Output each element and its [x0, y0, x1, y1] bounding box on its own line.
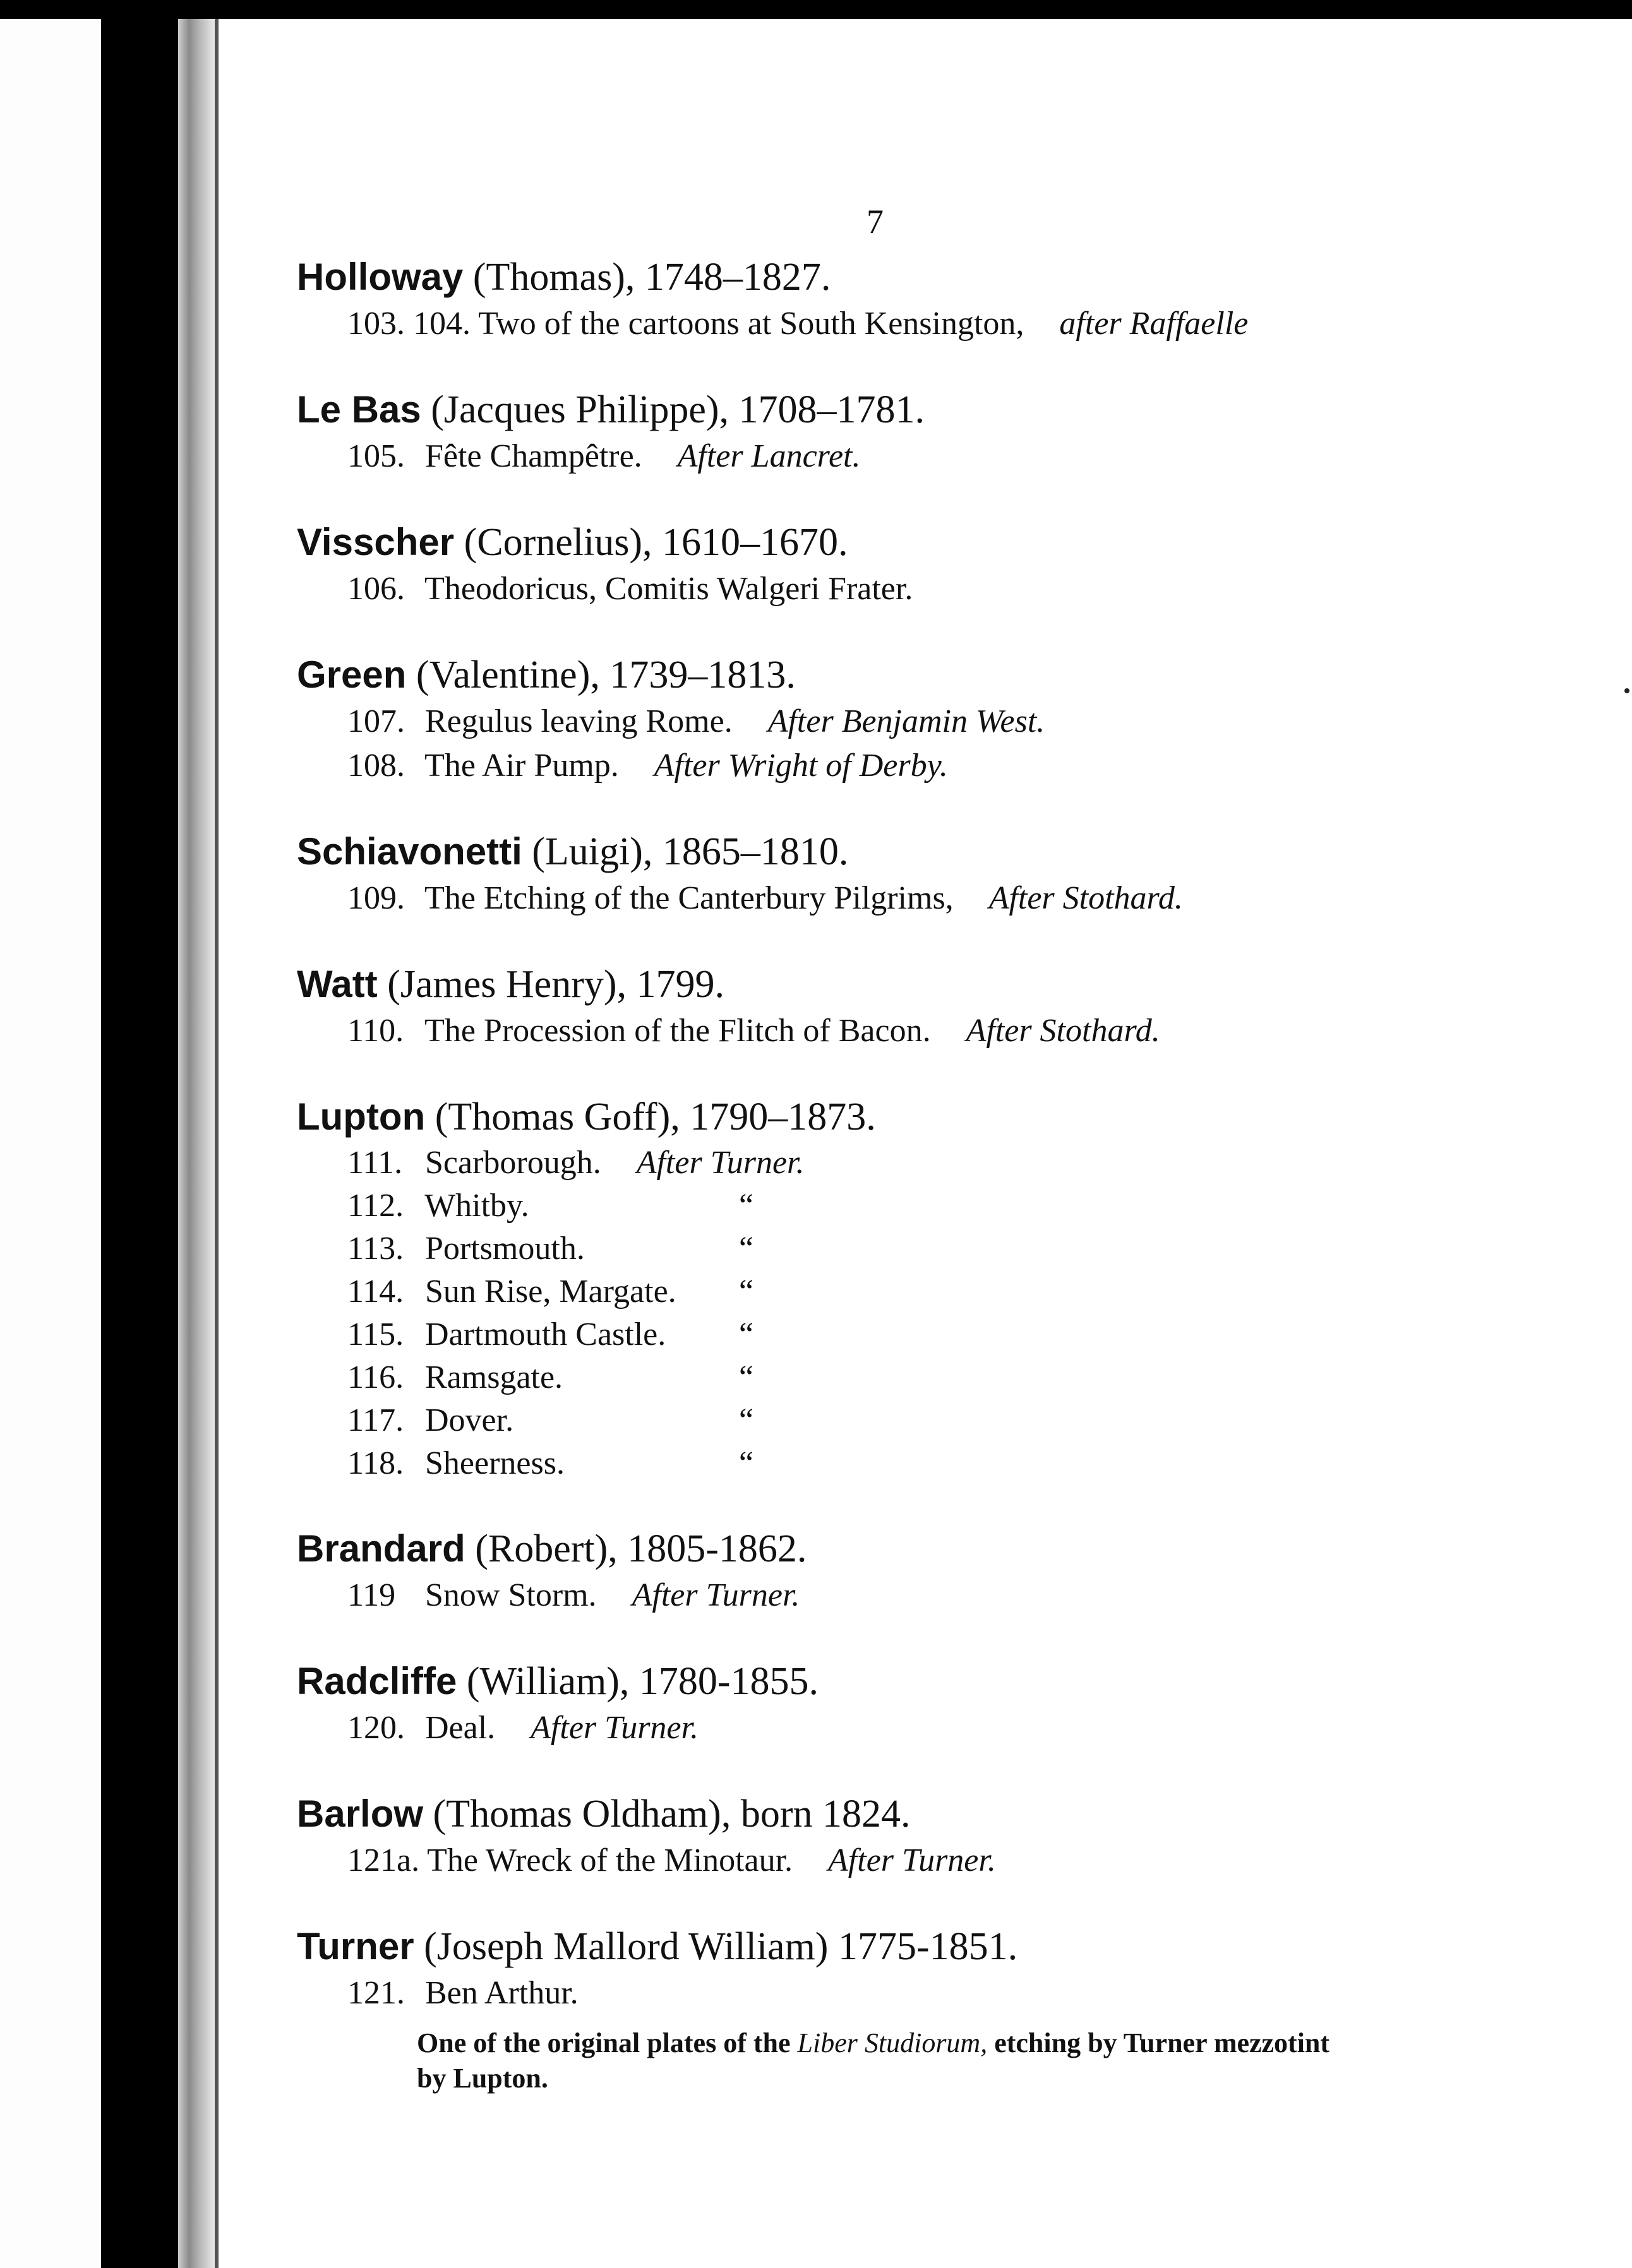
- work-title: Whitby.: [424, 1188, 529, 1224]
- artist-heading: [297, 1524, 1497, 1573]
- work-number: 110.: [347, 1013, 404, 1049]
- note-text: One of the original plates of the: [417, 2027, 791, 2058]
- artist-name: Le Bas: [297, 388, 421, 431]
- margin-speck: [1624, 688, 1629, 693]
- work-item: [297, 1839, 1497, 1883]
- work-number: 107.: [347, 703, 405, 739]
- work-number: 118.: [347, 1445, 404, 1481]
- work-item: [297, 1706, 1497, 1750]
- work-title: Portsmouth.: [425, 1231, 585, 1267]
- work-item: [297, 700, 1497, 744]
- catalogue-entries: [297, 253, 1497, 2096]
- artist-name: Visscher: [297, 521, 455, 563]
- work-number: 114.: [347, 1274, 404, 1310]
- artist-heading: [297, 1922, 1497, 1971]
- work-item: [297, 1009, 1497, 1053]
- artist-name: Schiavonetti: [297, 830, 522, 873]
- work-title: Ben Arthur.: [425, 1975, 579, 2011]
- artist-name: Radcliffe: [297, 1660, 457, 1702]
- work-title: Theodoricus, Comitis Walgeri Frater.: [424, 571, 913, 607]
- work-number: 117.: [347, 1402, 404, 1438]
- artist-details: (Robert), 1805-1862.: [475, 1527, 807, 1570]
- work-title: Deal.: [425, 1710, 496, 1746]
- work-number: 120.: [347, 1710, 405, 1746]
- work-number: 121a.: [347, 1842, 420, 1878]
- artist-heading: [297, 1092, 1497, 1142]
- work-after: After Turner.: [636, 1145, 805, 1181]
- artist-name: Lupton: [297, 1095, 426, 1138]
- work-title: Sun Rise, Margate.: [425, 1274, 676, 1310]
- work-item: [297, 1313, 1497, 1356]
- artist-heading: [297, 1789, 1497, 1839]
- work-item: [297, 744, 1497, 788]
- artist-details: (Cornelius), 1610–1670.: [464, 521, 848, 564]
- work-number: 116.: [347, 1359, 404, 1395]
- note-title-italic: Liber Studiorum,: [797, 2027, 988, 2058]
- work-number: 112.: [347, 1188, 404, 1224]
- work-item: [297, 1142, 1497, 1185]
- work-after: After Wright of Derby.: [654, 748, 948, 784]
- artist-details: (Valentine), 1739–1813.: [416, 654, 796, 696]
- work-title: The Wreck of the Minotaur.: [427, 1842, 793, 1878]
- artist-details: (William), 1780-1855.: [466, 1660, 819, 1703]
- work-after: After Turner.: [632, 1577, 800, 1613]
- work-title: Dartmouth Castle.: [425, 1316, 666, 1352]
- work-title: Ramsgate.: [425, 1359, 563, 1395]
- work-item: [297, 1185, 1497, 1227]
- work-number: 115.: [347, 1316, 404, 1352]
- work-item: [297, 1270, 1497, 1313]
- artist-name: Barlow: [297, 1793, 424, 1835]
- work-title: The Etching of the Canterbury Pilgrims,: [424, 880, 954, 916]
- work-item: [297, 1227, 1497, 1270]
- work-title: Scarborough.: [425, 1145, 601, 1181]
- work-note: [297, 2026, 1364, 2096]
- artist-heading: [297, 1657, 1497, 1706]
- work-after: After Stothard.: [966, 1013, 1160, 1049]
- work-number: 108.: [347, 748, 405, 784]
- facing-page-edge: [0, 19, 101, 2268]
- page-number: 7: [867, 203, 884, 241]
- artist-name: Brandard: [297, 1527, 465, 1570]
- ditto-mark: “: [739, 1445, 754, 1481]
- work-title: Regulus leaving Rome.: [425, 703, 733, 739]
- artist-details: (Thomas Goff), 1790–1873.: [435, 1095, 876, 1138]
- work-after: After Turner.: [531, 1710, 699, 1746]
- work-title: The Air Pump.: [424, 748, 619, 784]
- work-after: After Benjamin West.: [767, 703, 1045, 739]
- work-title: Two of the cartoons at South Kensington,: [478, 306, 1024, 342]
- work-number: 103. 104.: [347, 306, 471, 342]
- artist-details: (Luigi), 1865–1810.: [532, 830, 849, 873]
- ditto-mark: “: [739, 1231, 754, 1267]
- work-item: [297, 876, 1497, 921]
- artist-heading: [297, 827, 1497, 876]
- artist-details: (Joseph Mallord William) 1775-1851.: [424, 1925, 1018, 1968]
- ditto-mark: “: [739, 1316, 754, 1352]
- ditto-mark: “: [739, 1359, 754, 1395]
- book-spine-shadow: [178, 19, 215, 2268]
- work-item: [297, 1442, 1497, 1485]
- work-title: Fête Champêtre.: [425, 438, 642, 474]
- note-text-end: etching by Turner mezzotint by Lupton.: [417, 2027, 1330, 2094]
- ditto-mark: “: [739, 1188, 754, 1224]
- work-item: [297, 1356, 1497, 1399]
- ditto-mark: “: [739, 1402, 754, 1438]
- work-number: 106.: [347, 571, 405, 607]
- work-after: After Lancret.: [677, 438, 861, 474]
- artist-name: Turner: [297, 1925, 414, 1967]
- work-number: 105.: [347, 438, 405, 474]
- artist-heading: [297, 253, 1497, 302]
- artist-details: (James Henry), 1799.: [387, 963, 724, 1006]
- work-number: 121.: [347, 1975, 405, 2011]
- work-title: Sheerness.: [425, 1445, 565, 1481]
- work-number: 109.: [347, 880, 405, 916]
- work-number: 113.: [347, 1231, 404, 1267]
- work-after: After Stothard.: [988, 880, 1183, 916]
- work-title: The Procession of the Flitch of Bacon.: [424, 1013, 931, 1049]
- artist-details: (Thomas), 1748–1827.: [472, 256, 831, 299]
- work-item: [297, 1399, 1497, 1442]
- artist-name: Green: [297, 654, 407, 696]
- work-number: 111.: [347, 1145, 403, 1181]
- artist-heading: [297, 650, 1497, 700]
- artist-details: (Jacques Philippe), 1708–1781.: [431, 388, 925, 431]
- work-title: Snow Storm.: [425, 1577, 597, 1613]
- artist-heading: [297, 960, 1497, 1009]
- artist-name: Watt: [297, 963, 378, 1005]
- work-number: 119: [347, 1577, 396, 1613]
- artist-heading: [297, 385, 1497, 434]
- work-title: Dover.: [425, 1402, 514, 1438]
- artist-heading: [297, 518, 1497, 567]
- work-item: [297, 302, 1497, 346]
- work-item: [297, 1971, 1497, 2015]
- work-after: after Raffaelle: [1059, 306, 1249, 342]
- artist-details: (Thomas Oldham), born 1824.: [433, 1793, 911, 1835]
- ditto-mark: “: [739, 1274, 754, 1310]
- artist-name: Holloway: [297, 256, 464, 298]
- work-item: [297, 1573, 1497, 1618]
- work-after: After Turner.: [828, 1842, 996, 1878]
- work-item: [297, 567, 1497, 611]
- work-item: [297, 434, 1497, 479]
